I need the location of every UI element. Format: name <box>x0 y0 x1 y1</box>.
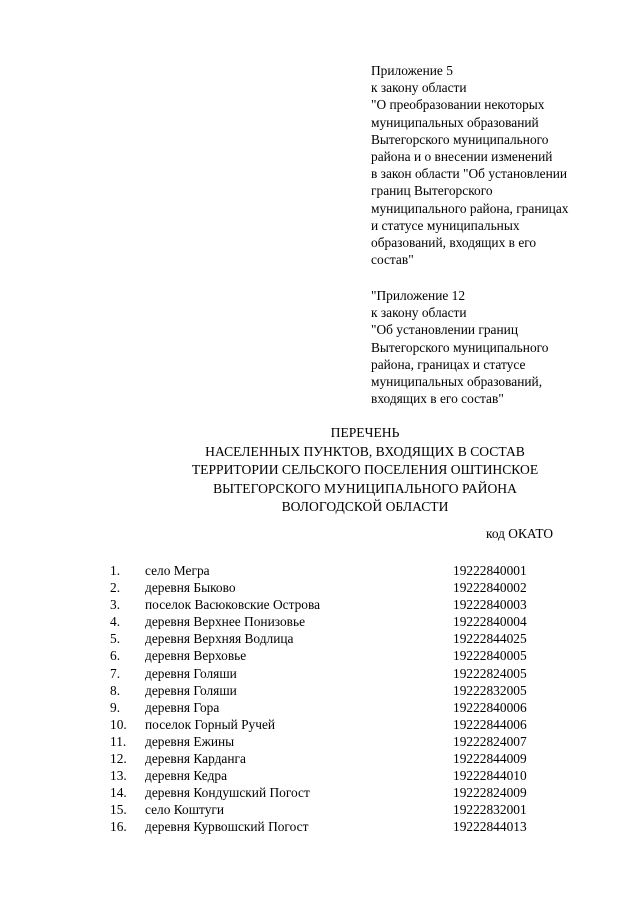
annex-5-line: в закон области "Об установлении <box>371 166 568 182</box>
table-row <box>110 716 573 733</box>
row-number: 15. <box>110 802 127 818</box>
title-line: НАСЕЛЕННЫХ ПУНКТОВ, ВХОДЯЩИХ В СОСТАВ <box>205 443 525 459</box>
annex-5-line: образований, входящих в его <box>371 235 537 251</box>
annex-12-line: Вытегорского муниципального <box>371 339 549 355</box>
annex-5-line: Вытегорского муниципального <box>371 131 549 147</box>
row-number: 13. <box>110 768 127 784</box>
okato-code: 19222832001 <box>453 802 527 818</box>
annex-12-line: муниципальных образований, <box>371 374 543 390</box>
table-row <box>110 647 573 664</box>
annex-5-line: района и о внесении изменений <box>371 149 553 165</box>
title-line: ТЕРРИТОРИИ СЕЛЬСКОГО ПОСЕЛЕНИЯ ОШТИНСКОЕ <box>191 462 539 477</box>
document-title <box>0 424 640 517</box>
okato-code: 19222840001 <box>453 563 527 578</box>
settlement-name: деревня Голяши <box>145 682 237 698</box>
annex-12-line: "Об установлении границ <box>371 322 519 338</box>
row-number: 16. <box>110 819 127 835</box>
annex-5-line: Приложение 5 <box>371 63 453 78</box>
annex-5-line: и статусе муниципальных <box>371 217 520 233</box>
okato-code: 19222832005 <box>453 682 527 698</box>
row-number: 14. <box>110 785 127 801</box>
table-row <box>110 579 573 596</box>
annex-5-line: муниципального района, границах <box>371 200 569 216</box>
table-row <box>110 784 573 801</box>
table-row <box>110 682 573 699</box>
okato-code: 19222840004 <box>453 614 527 630</box>
okato-column-header: код ОКАТО <box>486 526 554 541</box>
table-row <box>110 562 573 579</box>
settlement-name: деревня Гора <box>145 699 220 715</box>
annex-5-line: состав" <box>371 252 414 268</box>
table-row <box>110 733 573 750</box>
annex-12-line: "Приложение 12 <box>371 288 466 303</box>
annex-12-header <box>371 287 633 407</box>
row-number: 5. <box>110 631 121 647</box>
row-number: 2. <box>110 580 121 596</box>
table-row <box>110 665 573 682</box>
okato-code: 19222824007 <box>453 733 527 749</box>
row-number: 12. <box>110 751 127 767</box>
settlement-name: поселок Васюковские Острова <box>145 597 321 613</box>
row-number: 10. <box>110 716 127 732</box>
okato-code: 19222844006 <box>453 716 527 732</box>
settlement-name: село Коштуги <box>145 802 225 818</box>
okato-code: 19222840006 <box>453 699 527 715</box>
title-line: ПЕРЕЧЕНЬ <box>330 425 400 440</box>
annex-5-line: к закону области <box>371 80 467 96</box>
okato-code: 19222844013 <box>453 819 527 835</box>
settlement-name: деревня Верхнее Понизовье <box>145 614 306 630</box>
table-row <box>110 818 573 835</box>
row-number: 7. <box>110 665 121 681</box>
annex-5-line: муниципальных образований <box>371 114 539 130</box>
row-number: 11. <box>110 733 127 749</box>
table-row <box>110 801 573 818</box>
title-line: ВОЛОГОДСКОЙ ОБЛАСТИ <box>281 499 449 514</box>
settlement-name: село Мегра <box>145 563 210 578</box>
okato-code: 19222840003 <box>453 597 527 613</box>
title-line: ВЫТЕГОРСКОГО МУНИЦИПАЛЬНОГО РАЙОНА <box>213 480 517 496</box>
settlement-name: поселок Горный Ручей <box>145 716 276 732</box>
settlement-name: деревня Курвошский Погост <box>145 819 309 835</box>
settlement-name: деревня Голяши <box>145 665 237 681</box>
row-number: 3. <box>110 597 121 613</box>
table-row <box>110 699 573 716</box>
table-row <box>110 630 573 647</box>
settlement-name: деревня Кедра <box>145 768 228 784</box>
okato-code: 19222840005 <box>453 648 527 664</box>
table-row <box>110 596 573 613</box>
settlement-name: деревня Ежины <box>145 733 235 749</box>
okato-code: 19222844009 <box>453 751 527 767</box>
annex-12-line: района, границах и статусе <box>371 356 526 372</box>
annex-5-line: границ Вытегорского <box>371 183 493 199</box>
table-row <box>110 767 573 784</box>
table-row <box>110 613 573 630</box>
row-number: 9. <box>110 699 121 715</box>
okato-code: 19222840002 <box>453 580 527 596</box>
annex-5-header <box>371 62 633 268</box>
settlement-name: деревня Кондушский Погост <box>145 785 310 801</box>
row-number: 8. <box>110 682 121 698</box>
annex-12-line: входящих в его состав" <box>371 391 504 407</box>
row-number: 1. <box>110 563 121 578</box>
okato-code: 19222844025 <box>453 631 527 647</box>
okato-code: 19222844010 <box>453 768 527 784</box>
annex-5-line: "О преобразовании некоторых <box>371 97 545 113</box>
settlement-name: деревня Быково <box>145 580 236 596</box>
okato-code: 19222824009 <box>453 785 527 801</box>
table-row <box>110 750 573 767</box>
row-number: 4. <box>110 614 121 630</box>
settlements-table <box>110 562 573 836</box>
settlement-name: деревня Карданга <box>145 751 246 767</box>
okato-code: 19222824005 <box>453 665 527 681</box>
annex-12-line: к закону области <box>371 305 467 321</box>
settlement-name: деревня Верховье <box>145 648 247 664</box>
row-number: 6. <box>110 648 121 664</box>
settlement-name: деревня Верхняя Водлица <box>145 631 294 647</box>
